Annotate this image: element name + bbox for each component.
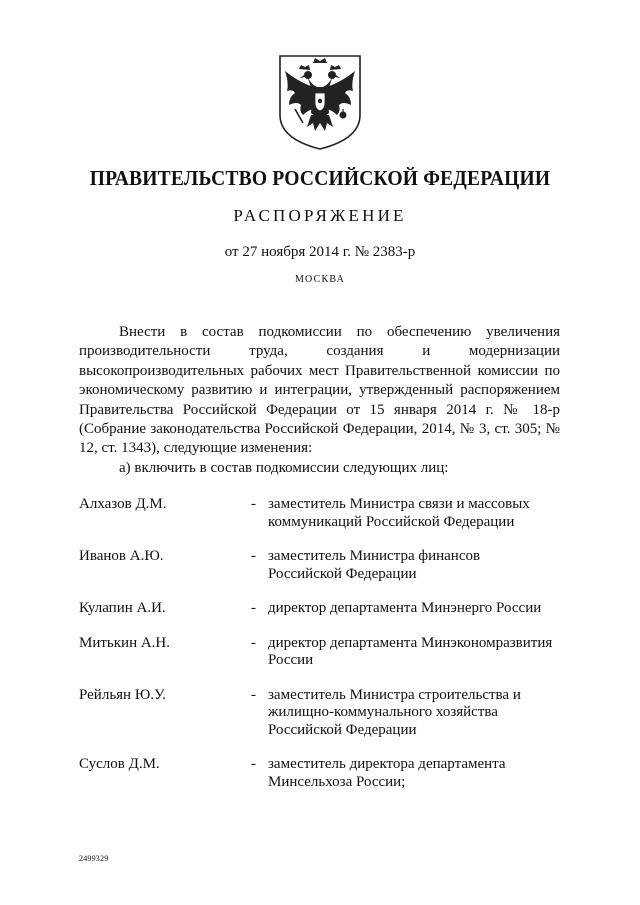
member-role-line: заместитель Министра строительства и <box>268 686 521 703</box>
member-role <box>268 600 558 618</box>
member-dash: - <box>251 548 256 564</box>
member-role-line: жилищно-коммунального хозяйства <box>268 704 498 720</box>
member-entry <box>79 635 569 670</box>
member-role-line: директор департамента Минэкономразвития <box>268 634 553 651</box>
member-dash: - <box>251 600 256 616</box>
member-role <box>268 496 558 531</box>
member-entry <box>79 687 569 740</box>
member-name: Митькин А.Н. <box>79 634 171 651</box>
document-city: МОСКВА <box>294 274 346 285</box>
member-role-line: заместитель Министра финансов <box>268 548 481 564</box>
member-name: Кулапин А.И. <box>79 600 166 616</box>
member-dash: - <box>251 756 256 772</box>
document-body <box>79 323 560 478</box>
member-role-line: заместитель директора департамента <box>268 756 506 772</box>
member-role-line: директор департамента Минэнерго России <box>268 600 542 616</box>
member-role-line: Российской Федерации <box>268 721 417 738</box>
member-dash: - <box>251 496 256 512</box>
member-role <box>268 548 558 583</box>
document-date-number: от 27 ноября 2014 г. № 2383-р <box>224 244 416 260</box>
member-role-line: Российской Федерации <box>268 565 417 582</box>
member-entry <box>79 496 569 531</box>
member-role-line: заместитель Министра связи и массовых <box>268 496 530 512</box>
member-role-line: коммуникаций Российской Федерации <box>268 513 515 530</box>
intro-paragraph: Внести в состав подкомиссии по обеспечению увеличения производительности труда, создания и модернизации высокопроизводительных рабочих мест Правительственной комиссии по экономическому развитию и интеграции, утвержденный распоряжением Правительства Российской Федерации от 15 января 2014 г. № 18-р (Собрание законодательства Российской Федерации, 2014, № 3, ст. 305; № 12, ст. 1343), следующие изменения: <box>79 324 560 457</box>
item-a-paragraph: а) включить в состав подкомиссии следующих лиц: <box>119 459 449 476</box>
document-registry-number: 2499329 <box>79 854 109 863</box>
member-name: Рейльян Ю.У. <box>79 686 166 703</box>
member-role <box>268 635 558 670</box>
member-dash: - <box>251 634 256 651</box>
member-entry <box>79 548 569 583</box>
member-role-line: России <box>268 652 314 668</box>
member-name: Иванов А.Ю. <box>79 548 164 564</box>
member-name: Алхазов Д.М. <box>79 496 167 512</box>
document-type: РАСПОРЯЖЕНИЕ <box>233 206 407 225</box>
russian-coat-of-arms-icon <box>277 53 363 151</box>
member-role <box>268 756 558 791</box>
member-name: Суслов Д.М. <box>79 756 160 772</box>
government-title: ПРАВИТЕЛЬСТВО РОССИЙСКОЙ ФЕДЕРАЦИИ <box>89 166 551 190</box>
member-role <box>268 687 558 740</box>
member-entry <box>79 600 569 618</box>
member-dash: - <box>251 686 256 703</box>
member-role-line: Минсельхоза России; <box>268 773 406 790</box>
members-list <box>79 496 569 808</box>
member-entry <box>79 756 569 791</box>
